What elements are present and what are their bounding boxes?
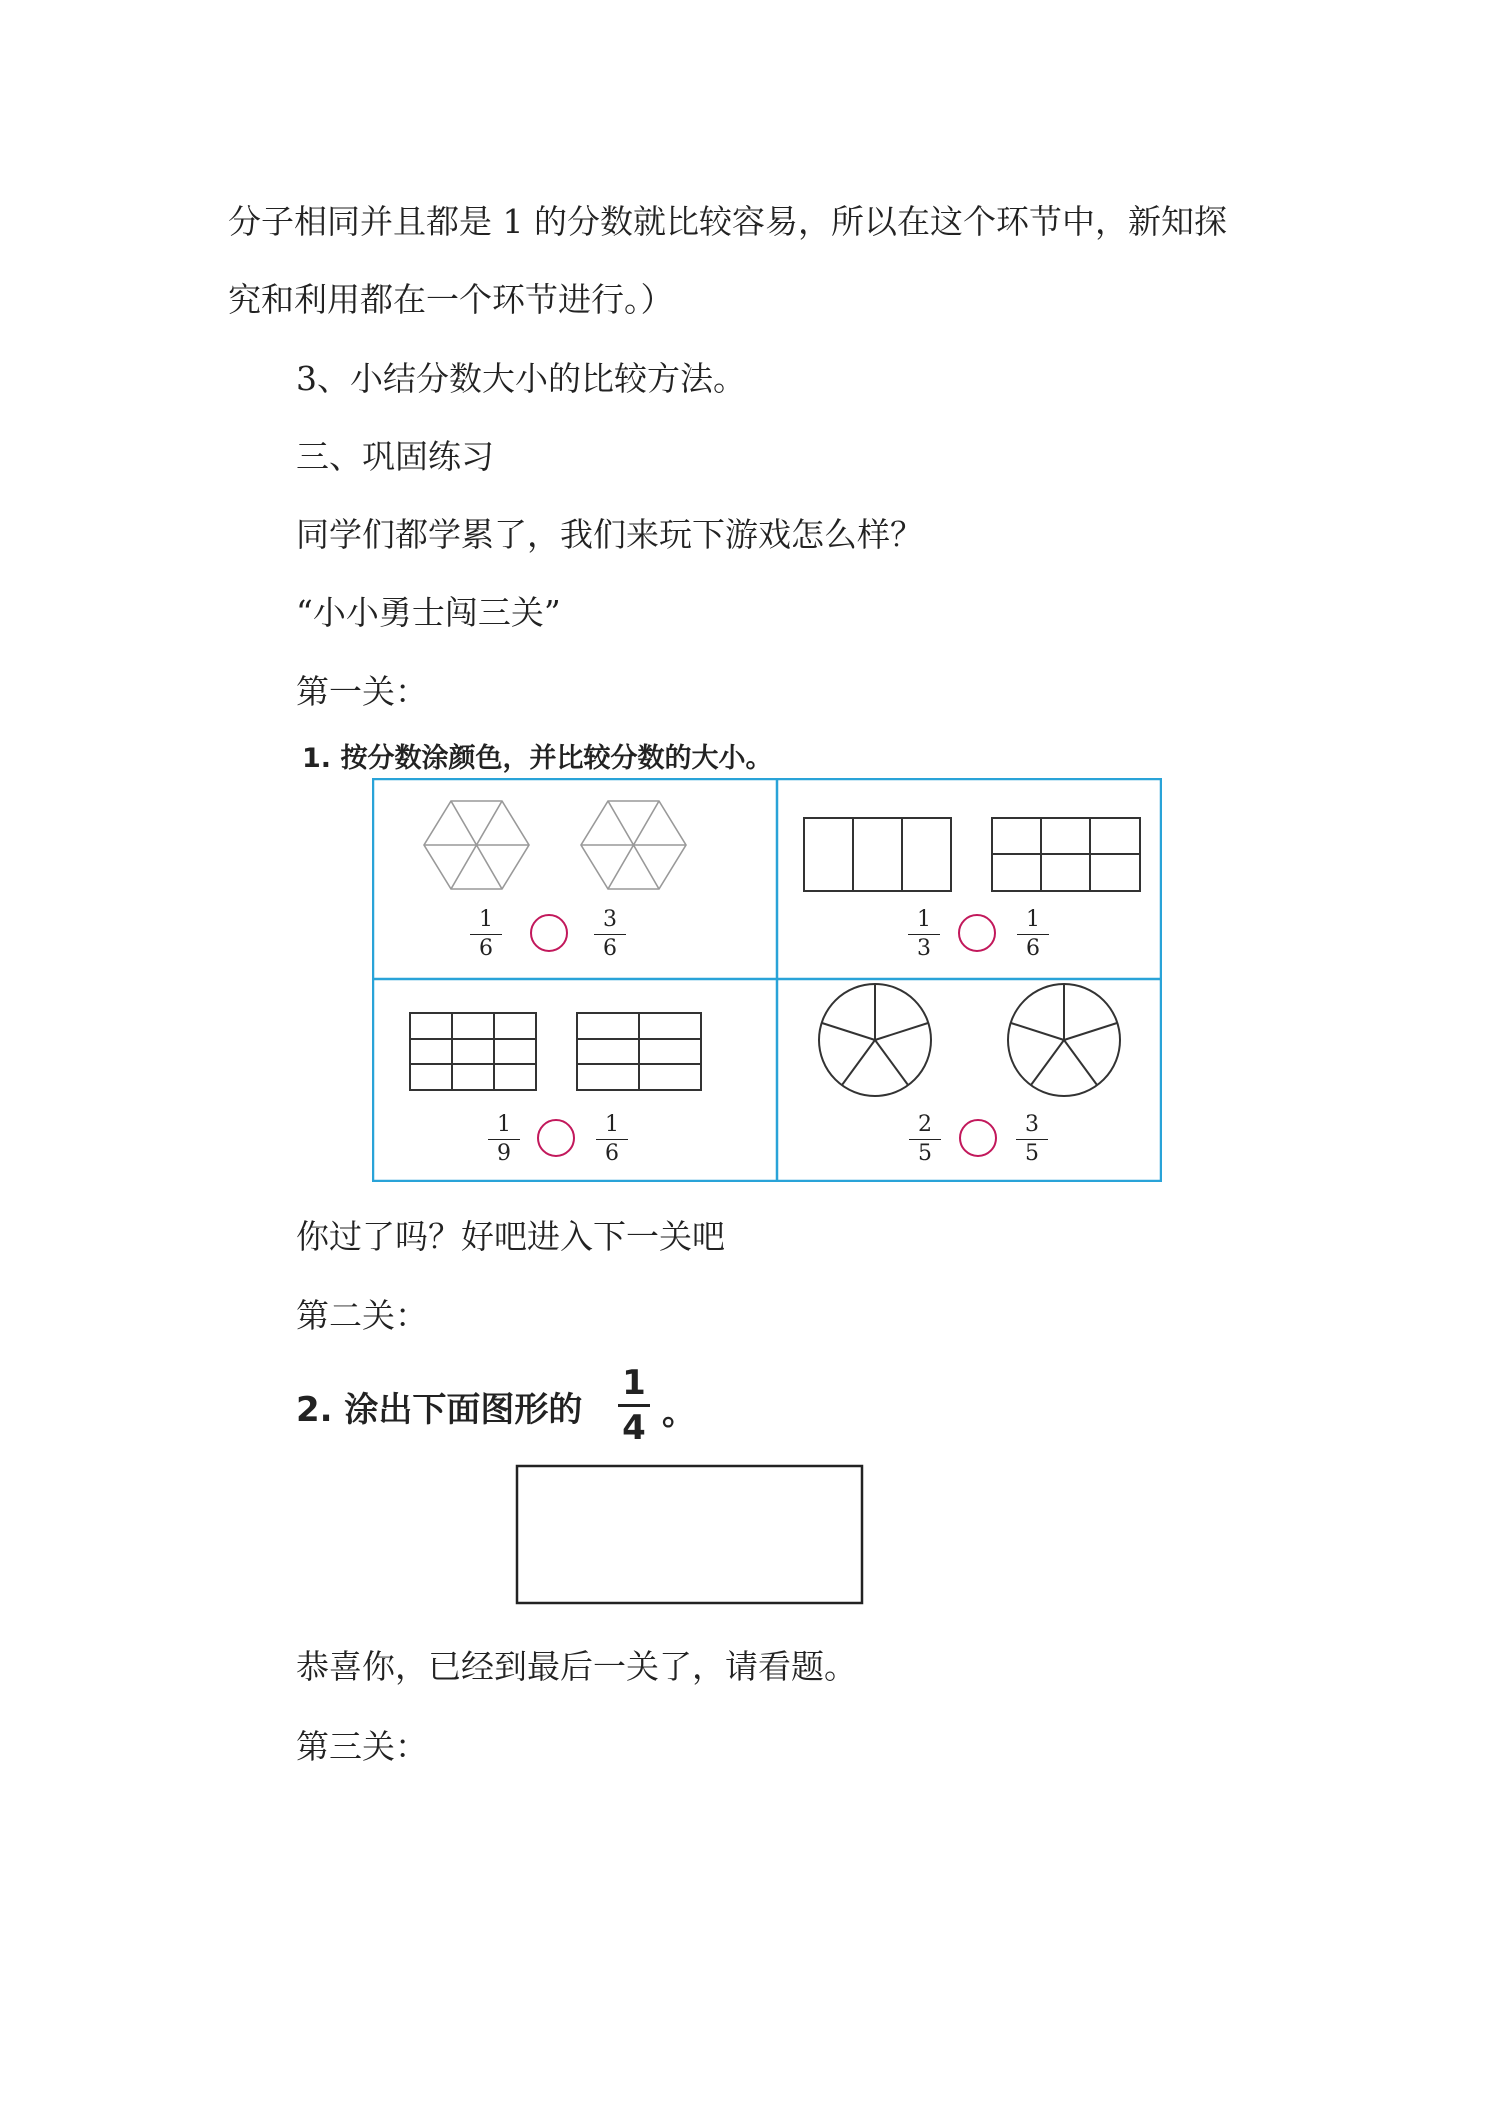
hexagon-left bbox=[424, 801, 529, 889]
paragraph-4: 同学们都学累了，我们来玩下游戏怎么样？ bbox=[296, 515, 923, 554]
rectangle-sixths bbox=[992, 818, 1140, 891]
rectangle-sixths-b bbox=[577, 1013, 701, 1090]
compare-circle[interactable] bbox=[959, 1119, 997, 1157]
fraction-denominator: 4 bbox=[622, 1408, 646, 1448]
level-3-label: 第三关： bbox=[296, 1727, 428, 1766]
exercise-1-figure bbox=[372, 778, 1162, 1182]
compare-circle[interactable] bbox=[537, 1119, 575, 1157]
level-2-label: 第二关： bbox=[296, 1296, 428, 1335]
fraction: 3 5 bbox=[1014, 1114, 1050, 1165]
blank-rectangle[interactable] bbox=[517, 1466, 862, 1603]
rectangle-ninths bbox=[410, 1013, 536, 1090]
fraction: 3 6 bbox=[592, 909, 628, 960]
paragraph-3: 3、小结分数大小的比较方法。 bbox=[296, 359, 746, 398]
exercise-1-title: 1. 按分数涂颜色，并比较分数的大小。 bbox=[302, 743, 773, 774]
fraction-numerator: 1 bbox=[622, 1363, 646, 1403]
game-title: “小小勇士闯三关” bbox=[296, 593, 561, 632]
paragraph-1: 分子相同并且都是 1 的分数就比较容易，所以在这个环节中，新知探 bbox=[228, 202, 1227, 241]
exercise-2-fraction bbox=[614, 1363, 654, 1448]
exercise-2-prefix: 2. 涂出下面图形的 bbox=[296, 1390, 583, 1430]
fraction: 1 6 bbox=[594, 1114, 630, 1165]
compare-circle[interactable] bbox=[530, 914, 568, 952]
after-level-2: 恭喜你，已经到最后一关了，请看题。 bbox=[296, 1647, 857, 1686]
rectangle-thirds bbox=[804, 818, 951, 891]
fraction: 2 5 bbox=[907, 1114, 943, 1165]
compare-circle[interactable] bbox=[958, 914, 996, 952]
paragraph-2: 究和利用都在一个环节进行。） bbox=[228, 280, 674, 319]
section-heading: 三、巩固练习 bbox=[296, 437, 494, 476]
fraction: 1 6 bbox=[468, 909, 504, 960]
level-1-label: 第一关： bbox=[296, 672, 428, 711]
fraction: 1 3 bbox=[906, 909, 942, 960]
pie-left bbox=[819, 984, 931, 1096]
hexagon-right bbox=[581, 801, 686, 889]
exercise-2-suffix: 。 bbox=[662, 1393, 696, 1433]
fraction: 1 9 bbox=[486, 1114, 522, 1165]
pie-right bbox=[1008, 984, 1120, 1096]
after-level-1: 你过了吗？好吧进入下一关吧 bbox=[296, 1217, 725, 1256]
fraction: 1 6 bbox=[1015, 909, 1051, 960]
exercise-2-title bbox=[296, 1382, 582, 1431]
